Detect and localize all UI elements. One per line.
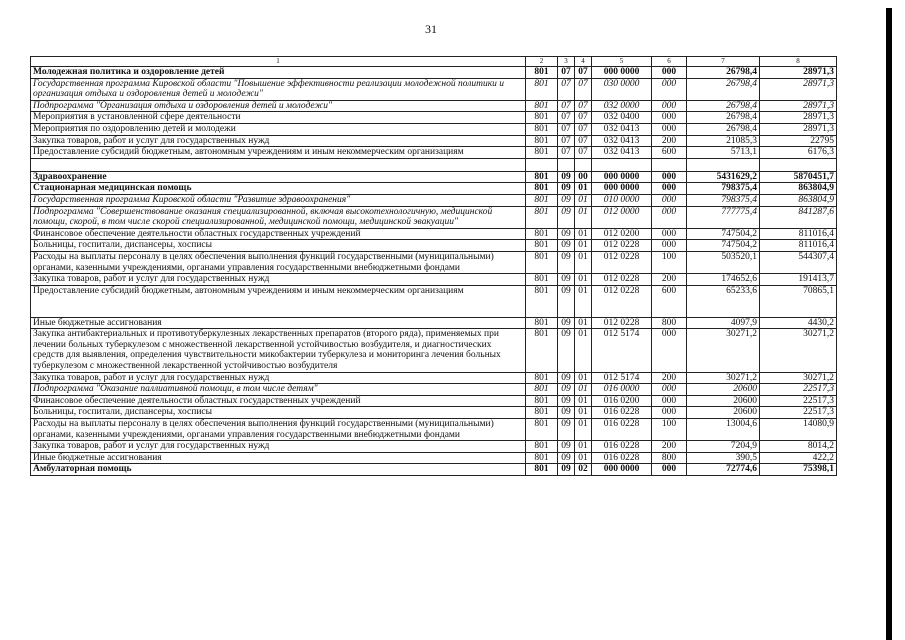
item-name: Больницы, госпитали, диспансеры, хосписы bbox=[31, 407, 526, 419]
table-row bbox=[31, 464, 837, 476]
subsection-code: 02 bbox=[575, 464, 592, 476]
section-code: 09 bbox=[558, 372, 575, 384]
expense-type-code: 600 bbox=[652, 285, 687, 317]
table-row bbox=[31, 112, 837, 124]
budget-table bbox=[30, 56, 837, 476]
table-row bbox=[31, 135, 837, 147]
expense-type-code: 000 bbox=[652, 228, 687, 240]
amount-year-2: 28971,3 bbox=[760, 123, 837, 135]
amount-year-2: 863804,9 bbox=[760, 183, 837, 195]
section-code: 09 bbox=[558, 407, 575, 419]
amount-year-2: 6176,3 bbox=[760, 147, 837, 159]
section-code: 09 bbox=[558, 441, 575, 453]
expense-type-code: 200 bbox=[652, 441, 687, 453]
amount-year-1: 20600 bbox=[687, 384, 760, 396]
item-name: Закупка антибактериальных и противотуберкулезных лекарственных препаратов (второго ряда), применяемых при лечении больных туберкулезом с множественной лекарственной устойчивостью возбудителя, и диагностических средств для выявления, определения чувствительности микобактерии туберкулеза и мониторинга лечения больных туберкулезом с множественной лекарственной устойчивостью возбудителя bbox=[31, 329, 526, 372]
table-row bbox=[31, 419, 837, 441]
amount-year-1 bbox=[687, 158, 760, 171]
item-name: Стационарная медицинская помощь bbox=[31, 183, 526, 195]
expense-type-code: 000 bbox=[652, 240, 687, 252]
table-row bbox=[31, 228, 837, 240]
amount-year-2: 4430,2 bbox=[760, 317, 837, 329]
expense-type-code: 200 bbox=[652, 135, 687, 147]
subsection-code: 01 bbox=[575, 419, 592, 441]
section-code: 07 bbox=[558, 100, 575, 112]
item-name: Закупка товаров, работ и услуг для государственных нужд bbox=[31, 441, 526, 453]
amount-year-1: 7204,9 bbox=[687, 441, 760, 453]
section-code: 07 bbox=[558, 123, 575, 135]
ministry-code: 801 bbox=[526, 384, 558, 396]
ministry-code: 801 bbox=[526, 452, 558, 464]
section-code: 09 bbox=[558, 464, 575, 476]
binding-bar bbox=[886, 8, 892, 640]
ministry-code: 801 bbox=[526, 464, 558, 476]
item-name: Финансовое обеспечение деятельности областных государственных учреждений bbox=[31, 395, 526, 407]
section-code: 09 bbox=[558, 317, 575, 329]
subsection-code: 07 bbox=[575, 135, 592, 147]
amount-year-2: 28971,3 bbox=[760, 78, 837, 100]
target-article-code: 032 0413 bbox=[592, 123, 652, 135]
subsection-code: 01 bbox=[575, 274, 592, 286]
target-article-code: 032 0400 bbox=[592, 112, 652, 124]
item-name: Закупка товаров, работ и услуг для государственных нужд bbox=[31, 372, 526, 384]
expense-type-code: 000 bbox=[652, 194, 687, 206]
amount-year-1: 26798,4 bbox=[687, 123, 760, 135]
subsection-code: 01 bbox=[575, 384, 592, 396]
table-row bbox=[31, 158, 837, 171]
amount-year-1: 26798,4 bbox=[687, 78, 760, 100]
amount-year-2: 811016,4 bbox=[760, 228, 837, 240]
item-name: Амбулаторная помощь bbox=[31, 464, 526, 476]
section-code: 09 bbox=[558, 274, 575, 286]
table-row bbox=[31, 240, 837, 252]
target-article-code: 016 0000 bbox=[592, 384, 652, 396]
table-row bbox=[31, 317, 837, 329]
table-row bbox=[31, 78, 837, 100]
amount-year-1: 26798,4 bbox=[687, 112, 760, 124]
amount-year-1: 4097,9 bbox=[687, 317, 760, 329]
subsection-code: 01 bbox=[575, 372, 592, 384]
column-number: 1 bbox=[31, 57, 526, 67]
table-row bbox=[31, 384, 837, 396]
subsection-code: 07 bbox=[575, 112, 592, 124]
section-code: 09 bbox=[558, 285, 575, 317]
ministry-code: 801 bbox=[526, 285, 558, 317]
item-name: Мероприятия по оздоровлению детей и молодежи bbox=[31, 123, 526, 135]
ministry-code: 801 bbox=[526, 147, 558, 159]
table-row bbox=[31, 194, 837, 206]
amount-year-1: 30271,2 bbox=[687, 372, 760, 384]
table-row bbox=[31, 123, 837, 135]
target-article-code: 016 0228 bbox=[592, 419, 652, 441]
section-code: 07 bbox=[558, 67, 575, 79]
target-article-code: 012 5174 bbox=[592, 372, 652, 384]
subsection-code: 01 bbox=[575, 329, 592, 372]
column-number: 4 bbox=[575, 57, 592, 67]
section-code bbox=[558, 158, 575, 171]
amount-year-2: 28971,3 bbox=[760, 67, 837, 79]
target-article-code: 012 0228 bbox=[592, 251, 652, 273]
section-code: 09 bbox=[558, 329, 575, 372]
item-name: Государственная программа Кировской области "Повышение эффективности реализации молодежной политики и организация отдыха и оздоровления детей и молодежи" bbox=[31, 78, 526, 100]
subsection-code: 07 bbox=[575, 147, 592, 159]
item-name: Подпрограмма "Оказание паллиативной помощи, в том числе детям" bbox=[31, 384, 526, 396]
target-article-code: 016 0200 bbox=[592, 395, 652, 407]
amount-year-2: 863804,9 bbox=[760, 194, 837, 206]
ministry-code: 801 bbox=[526, 206, 558, 228]
page-number: 31 bbox=[425, 22, 437, 36]
subsection-code: 00 bbox=[575, 171, 592, 183]
subsection-code: 01 bbox=[575, 395, 592, 407]
target-article-code: 016 0228 bbox=[592, 407, 652, 419]
target-article-code: 032 0413 bbox=[592, 147, 652, 159]
target-article-code bbox=[592, 158, 652, 171]
amount-year-2: 22517,3 bbox=[760, 407, 837, 419]
expense-type-code: 100 bbox=[652, 419, 687, 441]
expense-type-code: 000 bbox=[652, 464, 687, 476]
section-code: 09 bbox=[558, 194, 575, 206]
amount-year-1: 777775,4 bbox=[687, 206, 760, 228]
ministry-code: 801 bbox=[526, 329, 558, 372]
subsection-code: 01 bbox=[575, 228, 592, 240]
amount-year-2: 70865,1 bbox=[760, 285, 837, 317]
section-code: 09 bbox=[558, 171, 575, 183]
target-article-code: 032 0000 bbox=[592, 100, 652, 112]
target-article-code: 016 0228 bbox=[592, 441, 652, 453]
item-name: Предоставление субсидий бюджетным, автономным учреждениям и иным некоммерческим организациям bbox=[31, 285, 526, 317]
section-code: 09 bbox=[558, 251, 575, 273]
expense-type-code: 000 bbox=[652, 112, 687, 124]
amount-year-1: 5713,1 bbox=[687, 147, 760, 159]
expense-type-code: 000 bbox=[652, 67, 687, 79]
ministry-code: 801 bbox=[526, 407, 558, 419]
section-code: 09 bbox=[558, 228, 575, 240]
item-name: Молодежная политика и оздоровление детей bbox=[31, 67, 526, 79]
ministry-code: 801 bbox=[526, 194, 558, 206]
amount-year-2: 191413,7 bbox=[760, 274, 837, 286]
subsection-code: 07 bbox=[575, 123, 592, 135]
item-name: Государственная программа Кировской области "Развитие здравоохранения" bbox=[31, 194, 526, 206]
ministry-code: 801 bbox=[526, 395, 558, 407]
section-code: 09 bbox=[558, 240, 575, 252]
subsection-code: 01 bbox=[575, 240, 592, 252]
ministry-code: 801 bbox=[526, 228, 558, 240]
expense-type-code: 000 bbox=[652, 206, 687, 228]
expense-type-code: 000 bbox=[652, 183, 687, 195]
subsection-code: 01 bbox=[575, 251, 592, 273]
target-article-code: 012 0228 bbox=[592, 240, 652, 252]
amount-year-2: 75398,1 bbox=[760, 464, 837, 476]
target-article-code: 012 0228 bbox=[592, 274, 652, 286]
table-row bbox=[31, 171, 837, 183]
target-article-code: 012 0228 bbox=[592, 285, 652, 317]
column-number: 7 bbox=[687, 57, 760, 67]
expense-type-code: 800 bbox=[652, 317, 687, 329]
section-code: 07 bbox=[558, 135, 575, 147]
table-row bbox=[31, 183, 837, 195]
item-name: Подпрограмма "Совершенствование оказания специализированной, включая высокотехнологичную, медицинской помощи, скорой, в том числе скорой специализированной, медицинской помощи, медицинской эвакуации" bbox=[31, 206, 526, 228]
column-number: 3 bbox=[558, 57, 575, 67]
section-code: 07 bbox=[558, 112, 575, 124]
expense-type-code bbox=[652, 158, 687, 171]
amount-year-1: 21085,3 bbox=[687, 135, 760, 147]
amount-year-1: 390,5 bbox=[687, 452, 760, 464]
amount-year-2: 30271,2 bbox=[760, 329, 837, 372]
ministry-code: 801 bbox=[526, 123, 558, 135]
ministry-code: 801 bbox=[526, 240, 558, 252]
table-row bbox=[31, 372, 837, 384]
expense-type-code: 000 bbox=[652, 171, 687, 183]
target-article-code: 012 0000 bbox=[592, 206, 652, 228]
target-article-code: 000 0000 bbox=[592, 67, 652, 79]
item-name: Закупка товаров, работ и услуг для государственных нужд bbox=[31, 274, 526, 286]
ministry-code: 801 bbox=[526, 419, 558, 441]
table-row bbox=[31, 67, 837, 79]
column-number: 5 bbox=[592, 57, 652, 67]
amount-year-2: 811016,4 bbox=[760, 240, 837, 252]
amount-year-2: 22795 bbox=[760, 135, 837, 147]
column-number-row bbox=[31, 57, 837, 67]
table-row bbox=[31, 441, 837, 453]
target-article-code: 012 0228 bbox=[592, 317, 652, 329]
subsection-code: 01 bbox=[575, 452, 592, 464]
ministry-code: 801 bbox=[526, 100, 558, 112]
item-name: Расходы на выплаты персоналу в целях обеспечения выполнения функций государственными (муниципальными) органами, казенными учреждениями, органами управления государственными внебюджетными фондами bbox=[31, 419, 526, 441]
expense-type-code: 000 bbox=[652, 395, 687, 407]
target-article-code: 030 0000 bbox=[592, 78, 652, 100]
section-code: 09 bbox=[558, 419, 575, 441]
table-row bbox=[31, 285, 837, 317]
amount-year-1: 65233,6 bbox=[687, 285, 760, 317]
column-number: 2 bbox=[526, 57, 558, 67]
item-name bbox=[31, 158, 526, 171]
amount-year-1: 20600 bbox=[687, 407, 760, 419]
amount-year-2: 8014,2 bbox=[760, 441, 837, 453]
amount-year-1: 747504,2 bbox=[687, 240, 760, 252]
ministry-code: 801 bbox=[526, 112, 558, 124]
item-name: Мероприятия в установленной сфере деятельности bbox=[31, 112, 526, 124]
amount-year-1: 13004,6 bbox=[687, 419, 760, 441]
subsection-code: 01 bbox=[575, 183, 592, 195]
subsection-code: 01 bbox=[575, 317, 592, 329]
section-code: 09 bbox=[558, 395, 575, 407]
amount-year-1: 26798,4 bbox=[687, 100, 760, 112]
subsection-code bbox=[575, 158, 592, 171]
target-article-code: 012 0200 bbox=[592, 228, 652, 240]
item-name: Предоставление субсидий бюджетным, автономным учреждениям и иным некоммерческим организациям bbox=[31, 147, 526, 159]
subsection-code: 07 bbox=[575, 67, 592, 79]
amount-year-2: 22517,3 bbox=[760, 395, 837, 407]
table-body bbox=[31, 57, 837, 476]
amount-year-1: 20600 bbox=[687, 395, 760, 407]
section-code: 09 bbox=[558, 206, 575, 228]
target-article-code: 012 5174 bbox=[592, 329, 652, 372]
ministry-code: 801 bbox=[526, 78, 558, 100]
subsection-code: 01 bbox=[575, 206, 592, 228]
ministry-code: 801 bbox=[526, 183, 558, 195]
item-name: Закупка товаров, работ и услуг для государственных нужд bbox=[31, 135, 526, 147]
table-row bbox=[31, 329, 837, 372]
table-row bbox=[31, 407, 837, 419]
ministry-code bbox=[526, 158, 558, 171]
amount-year-2: 14080,9 bbox=[760, 419, 837, 441]
expense-type-code: 000 bbox=[652, 407, 687, 419]
amount-year-1: 30271,2 bbox=[687, 329, 760, 372]
section-code: 09 bbox=[558, 183, 575, 195]
table-row bbox=[31, 206, 837, 228]
subsection-code: 07 bbox=[575, 100, 592, 112]
amount-year-1: 503520,1 bbox=[687, 251, 760, 273]
amount-year-2: 28971,3 bbox=[760, 100, 837, 112]
target-article-code: 000 0000 bbox=[592, 183, 652, 195]
item-name: Финансовое обеспечение деятельности областных государственных учреждений bbox=[31, 228, 526, 240]
item-name: Больницы, госпитали, диспансеры, хосписы bbox=[31, 240, 526, 252]
section-code: 07 bbox=[558, 147, 575, 159]
amount-year-2: 30271,2 bbox=[760, 372, 837, 384]
expense-type-code: 200 bbox=[652, 372, 687, 384]
item-name: Подпрограмма "Организация отдыха и оздоровления детей и молодежи" bbox=[31, 100, 526, 112]
amount-year-2: 28971,3 bbox=[760, 112, 837, 124]
subsection-code: 07 bbox=[575, 78, 592, 100]
amount-year-1: 798375,4 bbox=[687, 183, 760, 195]
item-name: Иные бюджетные ассигнования bbox=[31, 317, 526, 329]
target-article-code: 000 0000 bbox=[592, 171, 652, 183]
amount-year-2: 5870451,7 bbox=[760, 171, 837, 183]
section-code: 07 bbox=[558, 78, 575, 100]
expense-type-code: 600 bbox=[652, 147, 687, 159]
table-row bbox=[31, 274, 837, 286]
ministry-code: 801 bbox=[526, 171, 558, 183]
amount-year-2: 841287,6 bbox=[760, 206, 837, 228]
amount-year-1: 72774,6 bbox=[687, 464, 760, 476]
ministry-code: 801 bbox=[526, 372, 558, 384]
table-row bbox=[31, 147, 837, 159]
section-code: 09 bbox=[558, 384, 575, 396]
item-name: Здравоохранение bbox=[31, 171, 526, 183]
subsection-code: 01 bbox=[575, 441, 592, 453]
amount-year-2 bbox=[760, 158, 837, 171]
column-number: 8 bbox=[760, 57, 837, 67]
amount-year-1: 747504,2 bbox=[687, 228, 760, 240]
expense-type-code: 000 bbox=[652, 123, 687, 135]
table-row bbox=[31, 452, 837, 464]
item-name: Расходы на выплаты персоналу в целях обеспечения выполнения функций государственными (муниципальными) органами, казенными учреждениями, органами управления государственными внебюджетными фондами bbox=[31, 251, 526, 273]
amount-year-1: 174652,6 bbox=[687, 274, 760, 286]
expense-type-code: 200 bbox=[652, 274, 687, 286]
expense-type-code: 000 bbox=[652, 100, 687, 112]
amount-year-2: 544307,4 bbox=[760, 251, 837, 273]
expense-type-code: 000 bbox=[652, 384, 687, 396]
expense-type-code: 800 bbox=[652, 452, 687, 464]
target-article-code: 016 0228 bbox=[592, 452, 652, 464]
amount-year-1: 26798,4 bbox=[687, 67, 760, 79]
ministry-code: 801 bbox=[526, 317, 558, 329]
subsection-code: 01 bbox=[575, 407, 592, 419]
expense-type-code: 100 bbox=[652, 251, 687, 273]
expense-type-code: 000 bbox=[652, 78, 687, 100]
column-number: 6 bbox=[652, 57, 687, 67]
amount-year-1: 5431629,2 bbox=[687, 171, 760, 183]
table-row bbox=[31, 251, 837, 273]
amount-year-2: 422,2 bbox=[760, 452, 837, 464]
subsection-code: 01 bbox=[575, 285, 592, 317]
target-article-code: 000 0000 bbox=[592, 464, 652, 476]
table-row bbox=[31, 100, 837, 112]
target-article-code: 010 0000 bbox=[592, 194, 652, 206]
ministry-code: 801 bbox=[526, 441, 558, 453]
ministry-code: 801 bbox=[526, 251, 558, 273]
expense-type-code: 000 bbox=[652, 329, 687, 372]
subsection-code: 01 bbox=[575, 194, 592, 206]
target-article-code: 032 0413 bbox=[592, 135, 652, 147]
ministry-code: 801 bbox=[526, 67, 558, 79]
section-code: 09 bbox=[558, 452, 575, 464]
ministry-code: 801 bbox=[526, 135, 558, 147]
amount-year-1: 798375,4 bbox=[687, 194, 760, 206]
ministry-code: 801 bbox=[526, 274, 558, 286]
amount-year-2: 22517,3 bbox=[760, 384, 837, 396]
item-name: Иные бюджетные ассигнования bbox=[31, 452, 526, 464]
table-row bbox=[31, 395, 837, 407]
